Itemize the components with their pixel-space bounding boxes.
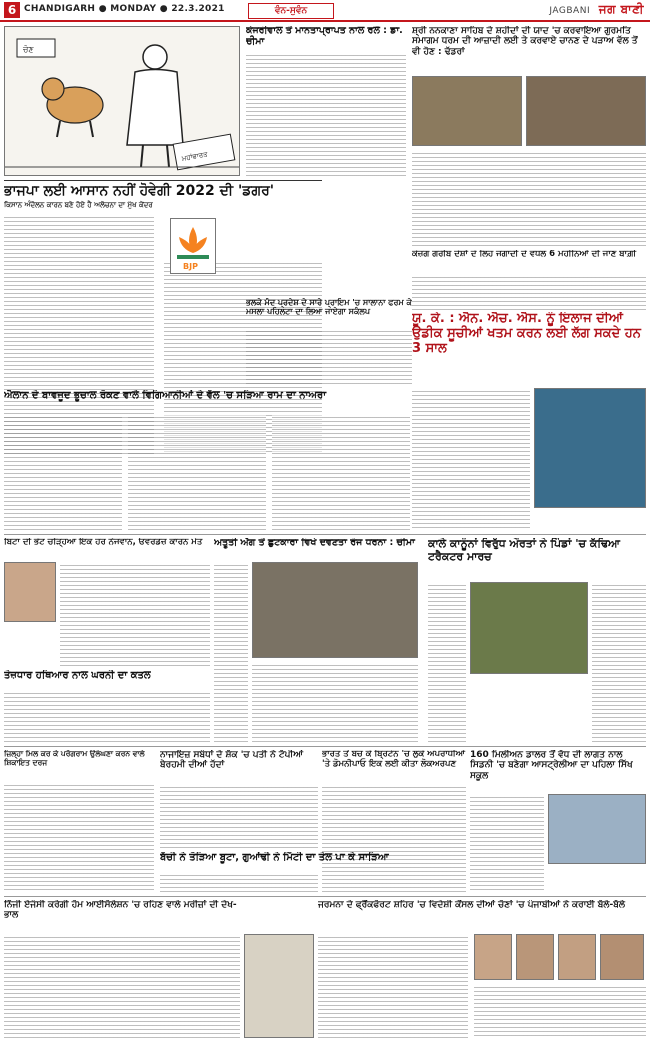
headline-stubble-fire: ਅਤੂਤੀ ਅੱਗ ਤੋਂ ਛੁਟਕਾਰਾ ਵਿਖੇ ਦਵਣਤਾ ਰੋਜ ਧਰਨਾ : ਚੀਮਾ bbox=[214, 538, 415, 548]
body-scientists-protest-2 bbox=[128, 414, 266, 530]
headline-uk-nhs: ਯੂ. ਕੇ. : ਐਨ. ਐਚ. ਐਸ. ਨੂੰ ਇਲਾਜ ਦੀਆਂ ਉਡੀਕ ਸੂਚੀਆਂ ਖਤਮ ਕਰਨ ਲਈ ਲੱਗ ਸਕਦੇ ਹਨ 3 ਸਾਲ bbox=[412, 312, 641, 356]
lotus-icon bbox=[171, 219, 215, 273]
headline-drug-overdose: ਬਿਟਾ ਦੀ ਭੇਟ ਚੜ੍ਹਿਆ ਇਕ ਹੋਰ ਨੌਜਵਾਨ, ਓਵਰਡੋਜ਼ ਕਾਰਨ ਮੌਤ bbox=[4, 538, 203, 547]
story-district-complaint bbox=[4, 750, 154, 780]
headline-murder-weapon: ਤੇਜ਼ਧਾਰ ਹਥਿਆਰ ਨਾਲ ਘਰਨੀ ਦਾ ਕਤਲ bbox=[4, 670, 151, 681]
body-frankfurt-elections-2 bbox=[474, 984, 646, 1038]
story-scientists-protest bbox=[4, 390, 410, 410]
page-number: 6 bbox=[4, 2, 20, 18]
story-uk-fugitives bbox=[322, 750, 466, 780]
body-illicit-relations bbox=[160, 784, 318, 850]
section-divider-3 bbox=[4, 896, 646, 897]
headline-madhya-pradesh: ਭਲਕੇ ਮੰਦ ਪ੍ਰਦੇਸ਼ ਦੇ ਸਾਰੇ ਪ੍ਰਾਇਮ 'ਚ ਸਾਲਾਨਾ ਫਰਮ ਕੇ ਮਸਲਾ ਪਹਿਲਟਾ ਦਾ ਲਿਆ ਜਾਏਗਾ ਸਕੰਲਪ bbox=[246, 298, 412, 317]
brand-english: JAGBANI bbox=[549, 6, 591, 16]
photo-council-member-2 bbox=[516, 934, 554, 980]
cartoon-image bbox=[4, 26, 240, 176]
photo-uk-nhs bbox=[534, 388, 646, 508]
photo-gurmat-samagam-1 bbox=[412, 76, 522, 146]
headline-illicit-relations: ਨਾਜਾਇਜ਼ ਸਬੰਧਾਂ ਦੇ ਸ਼ੱਕ 'ਚ ਪਤੀ ਨੇ ਟੱਪੀਆਂ ਬੇਰਹਮੀ ਦੀਆਂ ਹੱਦਾਂ bbox=[160, 750, 304, 771]
body-scientists-protest-1 bbox=[4, 414, 122, 530]
story-murder-weapon bbox=[4, 670, 210, 688]
headline-sikh-school-sydney: 160 ਮਿਲੀਅਨ ਡਾਲਰ ਤੋਂ ਵੱਧ ਦੀ ਲਾਗਤ ਨਾਲ ਸਿਡਨੀ 'ਚ ਬਣੇਗਾ ਆਸਟ੍ਰੇਲੀਆ ਦਾ ਪਹਿਲਾ ਸਿੱਖ ਸਕੂਲ bbox=[470, 750, 633, 781]
story-stubble-fire bbox=[214, 538, 424, 560]
body-sikh-school-sydney bbox=[470, 794, 544, 892]
body-nankana-sahib bbox=[412, 150, 646, 246]
brand-punjabi: ਜਗ ਬਾਣੀ bbox=[598, 2, 644, 16]
headline-nankana-sahib: ਸ਼੍ਰੀ ਨਨਕਾਣਾ ਸਾਹਿਬ ਦੇ ਸ਼ਹੀਦਾਂ ਦੀ ਯਾਦ 'ਚ ਕਰਵਾਇਆ ਗੁਰਮਤਿ ਸਮਾਗਮ ਧਰਮ ਦੀ ਆਜ਼ਾਦੀ ਲਈ ਤੇ ਕਰਵਾਏ ਚਾਨਣ ਦੇ ਪੜਾਅ ਵੱਲ ਤੋਂ ਵੀ ਹੋਣ : ਢੱਡਰਾਂ bbox=[412, 26, 638, 57]
section-label: ਵੰਨ-ਸੁਵੰਨ bbox=[248, 3, 334, 19]
cartoon-sign-label: ਚੋਣ bbox=[23, 45, 34, 54]
body-uk-nhs bbox=[412, 388, 530, 528]
body-murder-weapon bbox=[4, 690, 210, 742]
body-women-tractor-march-2 bbox=[592, 582, 646, 742]
story-women-tractor-march bbox=[428, 538, 646, 578]
cartoon-drawing bbox=[5, 27, 239, 175]
body-frankfurt-elections bbox=[318, 934, 468, 1038]
story-drug-overdose bbox=[4, 538, 210, 560]
headline-frankfurt-elections: ਜਰਮਨਾ ਦੇ ਫ੍ਰੈਂਕਫੋਰਟ ਸ਼ਹਿਰ 'ਚ ਵਿਦੇਸ਼ੀ ਕੌਂਸਲ ਦੀਆਂ ਚੋਣਾਂ 'ਚ ਪੰਜਾਬੀਆਂ ਨੇ ਕਰਾਈ ਬੱਲੇ-ਬੱਲੇ bbox=[318, 900, 625, 910]
story-covid-vaccine bbox=[412, 250, 646, 310]
subhead-bjp-2022: ਕਿਸਾਨ ਅੰਦੋਲਨ ਕਾਰਨ ਬਣੇ ਹੋਏ ਹੈ ਅਲੋਚਨਾ ਦਾ ਮੁੱਖ ਕੇਂਦਰ bbox=[4, 201, 153, 210]
story-uk-nhs bbox=[412, 312, 646, 386]
headline-women-tractor-march: ਕਾਲੇ ਕਾਨੂੰਨਾਂ ਵਿਰੁੱਧ ਔਰਤਾਂ ਨੇ ਪਿੰਡਾਂ 'ਚ ਕੱਢਿਆ ਟਰੈਕਟਰ ਮਾਰਚ bbox=[428, 538, 621, 563]
body-girl-burned bbox=[160, 872, 318, 892]
headline-covid-vaccine: ਕੇਜ਼ਗ ਗਰੀਬ ਦੇਸ਼ਾਂ ਦੇ ਲਿਹ ਜਗਾਦੀ ਦੇ ਵਧਲ 6 ਮਹੀਨਿਆਂ ਦੀ ਜਾਣ ਬਾਗ਼ੀ bbox=[412, 250, 637, 259]
headline-home-isolation: ਨਿੱਜੀ ਏਜੰਸੀ ਕਰੇਗੀ ਹੋਮ ਆਈਸੋਲੇਸ਼ਨ 'ਚ ਰਹਿਣ ਵਾਲੇ ਮਰੀਜ਼ਾਂ ਦੀ ਦੇਖ-ਭਾਲ bbox=[4, 900, 237, 921]
newspaper-brand bbox=[549, 2, 644, 17]
photo-council-member-3 bbox=[558, 934, 596, 980]
headline-district-complaint: ਜ਼ਿਲ੍ਹਾ ਮਿਲ ਕਰ ਕੇ ਪਰੋਗਰਾਮ ਉਲੰਘਣਾ ਕਰਨ ਵਾਲੇ ਸ਼ਿਕਾਇਤ ਦਰਜ bbox=[4, 750, 145, 767]
photo-gurmat-samagam-2 bbox=[526, 76, 646, 146]
story-kejriwal-cheema bbox=[246, 26, 406, 176]
section-divider-2 bbox=[4, 746, 646, 747]
body-stubble-fire-2 bbox=[252, 662, 418, 742]
photo-health-worker bbox=[244, 934, 314, 1038]
cartoon-paper-label: ਮਹਾਂਭਾਰਤ bbox=[181, 150, 209, 163]
bjp-logo-text: BJP bbox=[183, 262, 198, 271]
headline-uk-fugitives: ਭਾਰਤ ਤੋਂ ਬਚ ਕੇ ਬ੍ਰਿਟੇਨ 'ਚ ਲੁਕੇ ਅਪਰਾਧੀਆਂ 'ਤੇ ਡੋਮਨੀਪਾਓ ਇਕ ਲਈ ਕੀਤਾ ਲੋਕਅਰਪਣ bbox=[322, 750, 465, 769]
body-district-complaint bbox=[4, 782, 154, 892]
masthead bbox=[0, 0, 650, 22]
body-drug-overdose bbox=[60, 562, 210, 668]
story-home-isolation bbox=[4, 900, 240, 930]
body-stubble-fire bbox=[214, 562, 248, 742]
photo-sikh-school bbox=[548, 794, 646, 864]
story-sikh-school-sydney bbox=[470, 750, 646, 790]
story-frankfurt-elections bbox=[318, 900, 646, 930]
section-divider-1 bbox=[4, 534, 646, 535]
photo-victim bbox=[4, 562, 56, 622]
body-kejriwal-cheema bbox=[246, 52, 406, 176]
photo-council-member-4 bbox=[600, 934, 644, 980]
body-madhya-pradesh bbox=[246, 328, 412, 384]
body-scientists-protest-3 bbox=[272, 414, 410, 530]
story-illicit-relations bbox=[160, 750, 318, 780]
story-madhya-pradesh bbox=[246, 298, 412, 384]
headline-kejriwal-cheema: ਕੇਜਰੀਵਾਲ ਤੋਂ ਮਾਨਤਾਪ੍ਰਾਪਤ ਨਾਲ ਰਲੋ : ਡਾ. ਚੀਮਾ bbox=[246, 26, 403, 47]
photo-council-member-1 bbox=[474, 934, 512, 980]
story-girl-burned bbox=[160, 852, 466, 870]
photo-protest-cheema bbox=[252, 562, 418, 658]
body-women-tractor-march bbox=[428, 582, 466, 742]
headline-bjp-2022: ਭਾਜਪਾ ਲਈ ਆਸਾਨ ਨਹੀਂ ਹੋਵੇਗੀ 2022 ਦੀ 'ਡਗਰ' bbox=[4, 180, 322, 199]
body-covid-vaccine bbox=[412, 274, 646, 310]
body-home-isolation bbox=[4, 934, 240, 1038]
photo-tractor-march bbox=[470, 582, 588, 674]
headline-girl-burned: ਬੱਚੀ ਨੇ ਤੋੜਿਆ ਬੂਟਾ, ਗੁਆਂਢੀ ਨੇ ਮਿੱਟੀ ਦਾ ਤੇਲ ਪਾ ਕੇ ਸਾੜਿਆ bbox=[160, 852, 389, 863]
edition-dateline: CHANDIGARH ● MONDAY ● 22.3.2021 bbox=[24, 4, 225, 14]
body-uk-fugitives bbox=[322, 784, 466, 892]
headline-scientists-protest: ਐਲਾਨ ਦੇ ਬਾਵਜੂਦ ਭੂਚਾਲ ਰੋਕਣ ਵਾਲੇ ਵਿਗਿਆਨੀਆਂ ਦੇ ਵੱਲ 'ਚ ਸੜਿਆ ਰਾਮ ਦਾ ਨਾਅਰਾ bbox=[4, 390, 327, 401]
bjp-logo bbox=[170, 218, 216, 274]
